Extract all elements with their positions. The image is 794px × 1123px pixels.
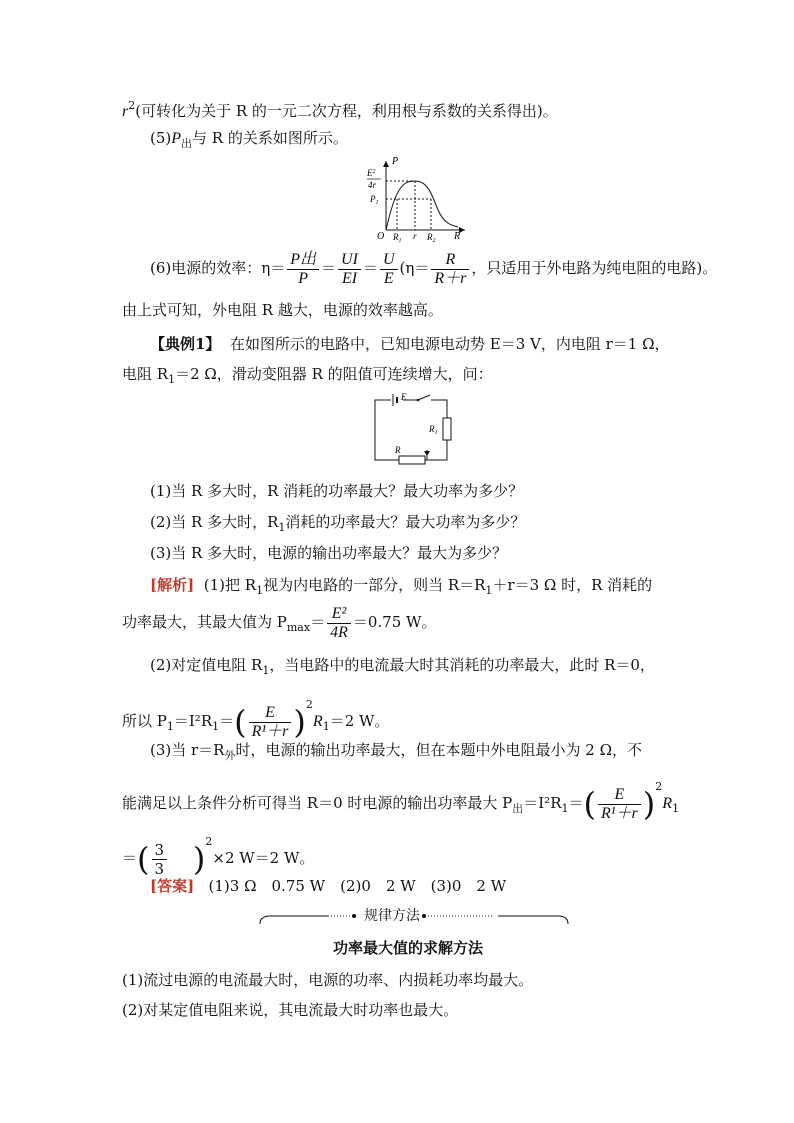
paren-open: (η＝ <box>399 259 430 277</box>
numerator: E <box>249 704 292 723</box>
item-text: 与 R 的关系如图所示。 <box>192 129 348 147</box>
example-line-1 <box>150 334 670 354</box>
e-label: E <box>401 392 407 402</box>
analysis-text: 能满足以上条件分析可得当 R＝0 时电源的输出功率最大 P <box>122 794 513 812</box>
example-text: 电阻 R <box>122 365 169 383</box>
analysis-label: [解析] <box>150 576 195 594</box>
method-item-1: (1)流过电源的电流最大时，电源的功率、内损耗功率均最大。 <box>122 971 534 989</box>
variable-p: P <box>171 130 182 147</box>
subscript: 1 <box>168 373 176 386</box>
paren-open: ( <box>583 785 596 823</box>
item-6 <box>150 248 717 288</box>
question-1: (1)当 R 多大时，R 消耗的功率最大？最大功率为多少？ <box>150 482 524 500</box>
numerator: P出 <box>287 251 319 270</box>
question-3: (3)当 R 多大时，电源的输出功率最大？最大为多少？ <box>150 544 508 562</box>
denominator: 4R <box>330 623 348 641</box>
variable-r: R <box>312 713 323 730</box>
paren-close: ) <box>192 840 206 878</box>
denominator: EI <box>341 269 358 287</box>
question-text: (2)当 R 多大时，R <box>150 513 279 531</box>
line-text: (可转化为关于 R 的一元二次方程，利用根与系数的关系得出)。 <box>135 102 558 120</box>
question-text: 消耗的功率最大？最大功率为多少？ <box>285 513 526 531</box>
analysis-text: 所以 P <box>122 712 167 730</box>
fraction <box>380 251 398 288</box>
item-5 <box>150 128 348 154</box>
denominator: R¹＋r <box>251 722 289 740</box>
equals: ＝ <box>122 849 138 867</box>
paren-close: ) <box>293 703 306 741</box>
numerator: U <box>380 251 398 270</box>
circuit-diagram <box>365 390 460 470</box>
denominator: P <box>298 269 309 287</box>
denominator: R¹＋r <box>600 804 638 822</box>
variable-r: r <box>122 103 129 120</box>
analysis-text: 功率最大，其最大值为 P <box>122 613 287 631</box>
rheostat-label: R <box>395 445 401 455</box>
analysis-line-3 <box>150 655 655 681</box>
answer-text: (1)3 Ω 0.75 W (2)0 2 W (3)0 2 W <box>208 877 507 895</box>
example-text: 在如图所示的电路中，已知电源电动势 E＝3 V，内电阻 r＝1 Ω， <box>229 335 670 353</box>
analysis-text: (2)对定值电阻 R <box>150 656 263 674</box>
paren-open: ( <box>137 840 150 878</box>
numerator: UI <box>338 251 361 270</box>
subscript: 1 <box>485 584 493 597</box>
tick-r2: $R_2$ <box>427 232 436 244</box>
denominator: 3 <box>154 859 165 878</box>
origin-label: O <box>377 231 385 242</box>
numerator: E <box>598 786 641 805</box>
example-line-2 <box>122 364 493 390</box>
question-2 <box>150 512 525 538</box>
superscript: 2 <box>305 698 313 711</box>
efficiency-prefix: (6)电源的效率：η＝ <box>150 259 286 277</box>
fraction <box>431 251 469 288</box>
fraction <box>152 841 168 878</box>
subscript: 1 <box>262 664 270 677</box>
item-number: (5) <box>150 129 172 147</box>
subscript: max <box>286 621 311 634</box>
analysis-line-5 <box>150 740 642 766</box>
subscript: 外 <box>224 749 236 762</box>
fraction <box>287 251 319 288</box>
tick-r1: $R_1$ <box>393 232 402 244</box>
analysis-line-7 <box>122 820 314 881</box>
subscript: 1 <box>561 802 569 815</box>
numerator: E² <box>327 605 351 624</box>
analysis-text: ，当电路中的电流最大时其消耗的功率最大，此时 R＝0， <box>269 656 655 674</box>
analysis-text: ＋r＝3 Ω 时，R 消耗的 <box>492 576 653 594</box>
analysis-text: ×2 W＝2 W。 <box>212 849 315 867</box>
subscript: 1 <box>278 521 286 534</box>
superscript: 2 <box>655 780 663 793</box>
example-label: 【典例1】 <box>150 335 221 353</box>
example-text: ＝2 Ω，滑动变阻器 R 的阻值可连续增大，问： <box>175 365 493 383</box>
analysis-text: (3)当 r＝R <box>150 741 225 759</box>
conclusion-line: 由上式可知，外电阻 R 越大，电源的效率越高。 <box>122 301 443 319</box>
analysis-line-1 <box>150 575 652 601</box>
analysis-text: ＝0.75 W。 <box>352 613 437 631</box>
tick-r: r <box>413 231 417 241</box>
equals: ＝ <box>310 613 326 631</box>
subscript: 1 <box>672 802 680 815</box>
peak-numerator: $E^2$ <box>367 168 376 178</box>
fraction <box>598 786 641 823</box>
subscript: 1 <box>212 720 220 733</box>
analysis-text: ＝I²R <box>523 794 562 812</box>
subscript: 出 <box>181 137 193 150</box>
superscript: 2 <box>205 835 213 848</box>
efficiency-tail: ，只适用于外电路为纯电阻的电路)。 <box>471 259 718 277</box>
analysis-line-2 <box>122 602 436 648</box>
x-axis-label: R <box>454 231 461 242</box>
r1-label: $R_1$ <box>429 424 438 436</box>
denominator: R＋r <box>434 269 467 287</box>
method-banner-label: 规律方法 <box>364 908 420 924</box>
method-item-2: (2)对某定值电阻来说，其电流最大时功率也最大。 <box>122 1001 459 1019</box>
power-resistance-graph <box>360 155 470 244</box>
analysis-text: 时，电源的输出功率最大，但在本题中外电阻最小为 2 Ω，不 <box>235 741 643 759</box>
paren-open: ( <box>234 703 247 741</box>
fraction <box>249 704 292 741</box>
numerator: R <box>431 251 469 270</box>
paren-close: ) <box>642 785 656 823</box>
method-title: 功率最大值的求解方法 <box>333 939 484 957</box>
analysis-text: (1)把 R <box>203 576 257 594</box>
subscript: 出 <box>512 802 524 815</box>
equals: ＝ <box>321 259 337 277</box>
subscript: 1 <box>166 720 174 733</box>
numerator: 3 <box>152 841 168 860</box>
subscript: 1 <box>322 720 330 733</box>
analysis-text: 视为内电路的一部分，则当 R＝R <box>263 576 486 594</box>
variable-r: R <box>662 795 673 812</box>
peak-denominator: 4r <box>368 180 377 190</box>
equals: ＝ <box>568 794 584 812</box>
p1-label: $P_1$ <box>370 194 379 206</box>
fraction <box>338 251 361 288</box>
denominator: E <box>383 269 394 287</box>
answer-label: [答案] <box>150 877 195 895</box>
equals: ＝ <box>362 259 378 277</box>
analysis-text: ＝2 W。 <box>329 712 390 730</box>
text-line <box>122 96 558 122</box>
fraction <box>327 605 351 642</box>
y-axis-label: P <box>392 156 399 167</box>
equals: ＝ <box>219 712 235 730</box>
analysis-text: ＝I²R <box>173 712 213 730</box>
answer-line <box>150 876 506 896</box>
subscript: 1 <box>256 584 264 597</box>
superscript: 2 <box>128 99 136 112</box>
